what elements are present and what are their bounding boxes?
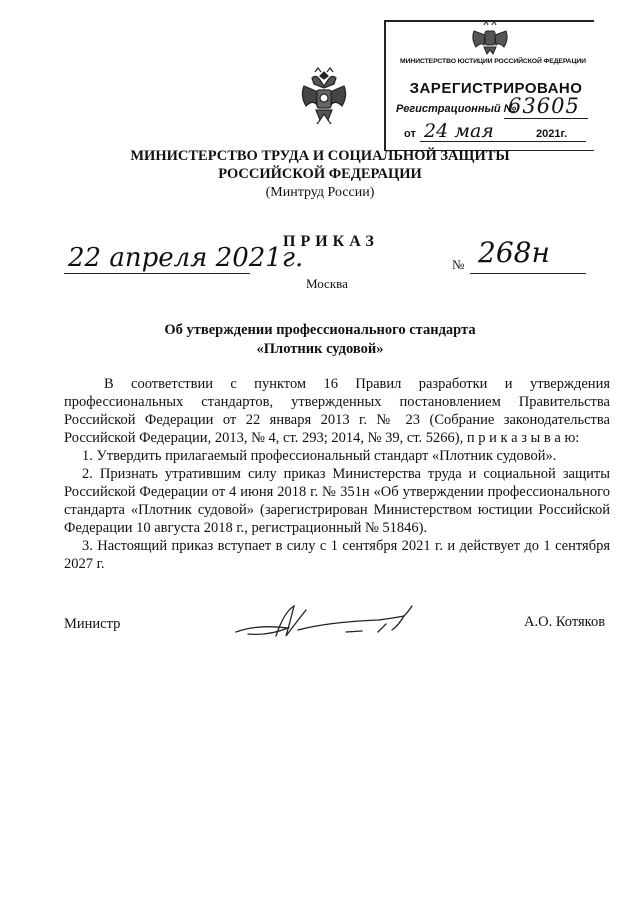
stamp-reg-label: Регистрационный № [396, 103, 517, 115]
stamp-emblem-icon [470, 17, 510, 57]
stamp-status: ЗАРЕГИСТРИРОВАНО [409, 80, 583, 97]
stamp-date: 24 мая [424, 120, 494, 142]
order-title: ПРИКАЗ [283, 233, 379, 250]
coat-of-arms-emblem [298, 66, 350, 128]
subject-line1: Об утверждении профессионального стандарта [164, 322, 476, 338]
stamp-reg-number: 63605 [508, 94, 580, 118]
intro-paragraph: В соответствии с пунктом 16 Правил разработки и утверждения профессиональных стандартов, утвержденных постановлением Правительства Российской Федерации от 22 января 2013 г. № 23 (Собрание законодательства Российской Федерации, 2013, № 4, ст. 293; 2014, № 39, ст. 5266), п р и к а з ы в а ю: [64, 376, 610, 446]
stamp-ministry: МИНИСТЕРСТВО ЮСТИЦИИ РОССИЙСКОЙ ФЕДЕРАЦИИ [400, 58, 586, 65]
order-item-1: 1. Утвердить прилагаемый профессиональный стандарт «Плотник судовой». [82, 448, 557, 464]
signer-position: Министр [64, 616, 121, 632]
order-item-2: 2. Признать утратившим силу приказ Министерства труда и социальной защиты Российской Федерации от 4 июня 2018 г. № 351н «Об утверждении профессионального стандарта «Плотник судовой» (зарегистрирован Министерством юстиции Российской Федерации 10 августа 2018 г., регистрационный № 51846). [64, 466, 610, 536]
signer-name: А.О. Котяков [524, 614, 606, 630]
order-number-sign: № [452, 257, 465, 272]
order-date: 22 апреля 2021г. [68, 243, 304, 273]
stamp-reg-underline [504, 118, 588, 119]
order-date-underline [64, 273, 250, 274]
stamp-year: 2021г. [536, 128, 568, 140]
ministry-name-line2: РОССИЙСКОЙ ФЕДЕРАЦИИ [218, 166, 422, 182]
order-number-underline [470, 273, 586, 274]
subject-line2: «Плотник судовой» [256, 341, 384, 357]
order-number: 268н [478, 236, 550, 269]
stamp-date-prefix: от [404, 128, 416, 140]
stamp-date-underline [420, 141, 586, 142]
order-city: Москва [306, 276, 348, 291]
ministry-name-line1: МИНИСТЕРСТВО ТРУДА И СОЦИАЛЬНОЙ ЗАЩИТЫ [130, 148, 510, 164]
handwritten-signature [228, 602, 418, 644]
ministry-short-name: (Минтруд России) [265, 185, 375, 200]
order-item-3: 3. Настоящий приказ вступает в силу с 1 сентября 2021 г. и действует до 1 сентября 2027 г. [64, 538, 610, 572]
